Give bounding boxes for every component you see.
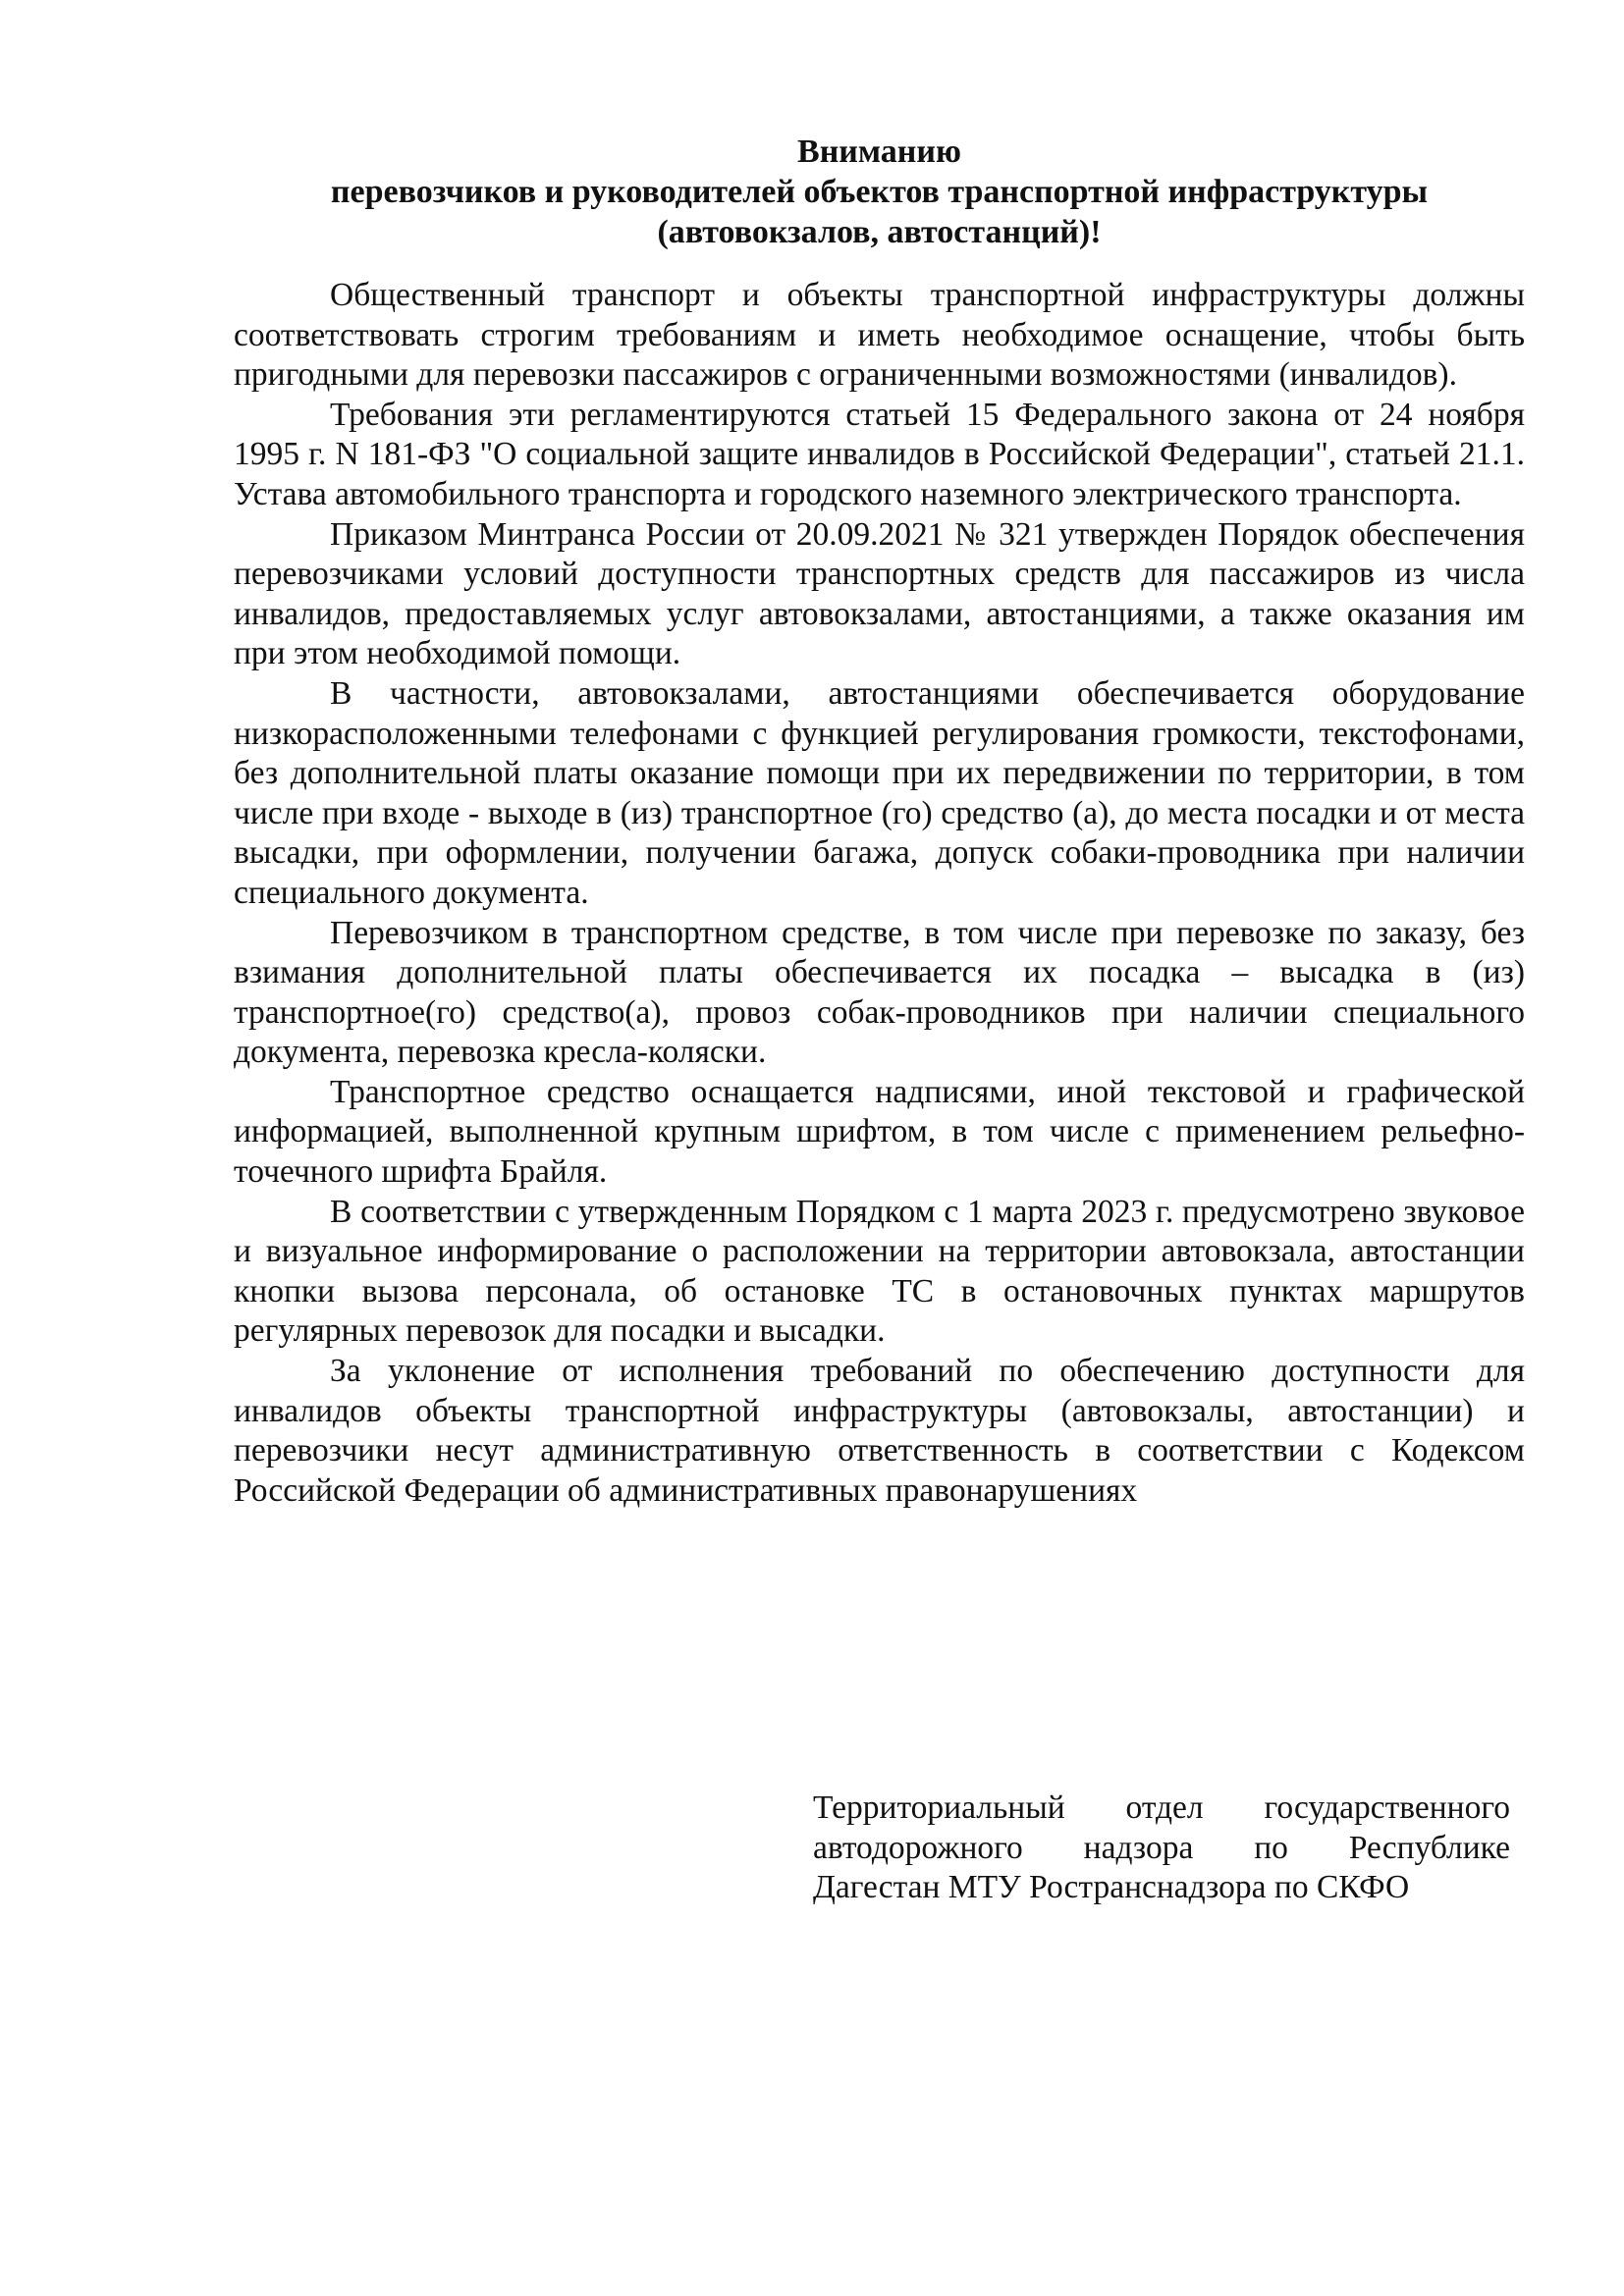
paragraph-liability: За уклонение от исполнения требований по обеспечению доступности для инвалидов объекты транспортной инфраструктуры (автовокзалы, автостанции) и перевозчики несут административную ответственность в соответствии с Кодексом Российской Федерации об административных правонарушениях — [234, 1353, 1525, 1509]
signature-block — [813, 1789, 1510, 1908]
document-body — [234, 276, 1525, 1511]
signature-line: автодорожного надзора по Республике — [813, 1829, 1510, 1866]
paragraph-legal-basis: Требования эти регламентируются статьей 15 Федерального закона от 24 ноября 1995 г. N 181-ФЗ "О социальной защите инвалидов в Российской Федерации", статьей 21.1. Устава автомобильного транспорта и городского наземного электрического транспорта. — [234, 396, 1525, 512]
heading-subtitle-parenthetical: (автовокзалов, автостанций)! — [657, 214, 1102, 250]
heading-title: Вниманию — [797, 133, 961, 170]
signature-line: Территориальный отдел государственного — [813, 1789, 1510, 1826]
paragraph-public-transport: Общественный транспорт и объекты транспортной инфраструктуры должны соответствовать строгим требованиям и иметь необходимое оснащение, чтобы быть пригодными для перевозки пассажиров с ограниченными возможностями (инвалидов). — [234, 277, 1525, 394]
paragraph-vehicle-signage: Транспортное средство оснащается надписями, иной текстовой и графической информацией, выполненной крупным шрифтом, в том числе с применением рельефно-точечного шрифта Брайля. — [234, 1073, 1525, 1191]
document-heading — [234, 132, 1525, 252]
paragraph-informing-requirements: В соответствии с утвержденным Порядком с 1 марта 2023 г. предусмотрено звуковое и визуальное информирование о расположении на территории автовокзала, автостанции кнопки вызова персонала, об остановке ТС в остановочных пунктах маршрутов регулярных перевозок для посадки и высадки. — [234, 1193, 1525, 1350]
paragraph-carrier-duties: Перевозчиком в транспортном средстве, в том числе при перевозке по заказу, без взимания дополнительной платы обеспечивается их посадка – высадка в (из) транспортное(го) средство(а), провоз собак-проводников при наличии специального документа, перевозка кресла-коляски. — [234, 914, 1525, 1071]
signature-line: Дагестан МТУ Ространснадзора по СКФО — [813, 1869, 1410, 1906]
paragraph-bus-station-duties: В частности, автовокзалами, автостанциями обеспечивается оборудование низкорасположенными телефонами с функцией регулирования громкости, текстофонами, без дополнительной платы оказание помощи при их передвижении по территории, в том числе при входе - выходе в (из) транспортное (го) средство (а), до места посадки и от места высадки, при оформлении, получении багажа, допуск собаки-проводника при наличии специального документа. — [234, 674, 1525, 911]
paragraph-ministry-order: Приказом Минтранса России от 20.09.2021 № 321 утвержден Порядок обеспечения перевозчиками условий доступности транспортных средств для пассажиров из числа инвалидов, предоставляемых услуг автовокзалами, автостанциями, а также оказания им при этом необходимой помощи. — [234, 515, 1525, 672]
heading-subtitle: перевозчиков и руководителей объектов транспортной инфраструктуры — [330, 174, 1429, 210]
